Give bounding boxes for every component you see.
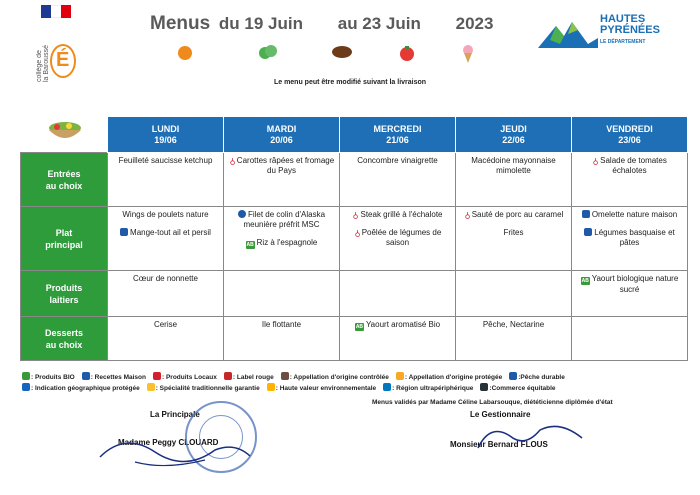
menu-cell bbox=[340, 317, 456, 361]
table-row bbox=[21, 317, 688, 361]
menu-table bbox=[20, 116, 688, 361]
legend-label: : Indication géographique protégée bbox=[31, 385, 140, 392]
local-product-icon: ⚲ bbox=[592, 157, 599, 166]
menu-item: Concombre vinaigrette bbox=[357, 156, 438, 165]
page-title: Menus du 19 Juin au 23 Juin 2023 bbox=[150, 13, 494, 34]
row-label: Desserts au choix bbox=[21, 317, 108, 361]
menu-item: Légumes basquaise et pâtes bbox=[576, 228, 683, 248]
menu-cell bbox=[340, 153, 456, 207]
aoc-icon bbox=[281, 372, 289, 380]
chef-icon bbox=[82, 372, 90, 380]
bio-icon bbox=[22, 372, 30, 380]
hve-icon bbox=[267, 383, 275, 391]
menu-cell bbox=[340, 271, 456, 317]
legend-label: : Haute valeur environnementale bbox=[275, 385, 377, 392]
principal-role: La Principale bbox=[150, 410, 200, 419]
tomato-icon bbox=[398, 45, 416, 61]
legend-label: : Produits BIO bbox=[31, 374, 75, 381]
menu-item: Mange-tout ail et persil bbox=[112, 228, 219, 238]
legend bbox=[22, 372, 692, 394]
principal-signature bbox=[95, 422, 255, 472]
menu-cell bbox=[108, 153, 224, 207]
table-row bbox=[21, 207, 688, 271]
msc-icon bbox=[509, 372, 517, 380]
stg-icon bbox=[147, 383, 155, 391]
menu-cell bbox=[224, 271, 340, 317]
menu-item: Feuilleté saucisse ketchup bbox=[118, 156, 213, 165]
manager-role: Le Gestionnaire bbox=[470, 410, 531, 419]
bio-product-icon: AB bbox=[355, 324, 364, 330]
college-logo: collège de la Baroussé É bbox=[28, 40, 98, 105]
table-row bbox=[21, 153, 688, 207]
manager-name: Monsieur Bernard FLOUS bbox=[450, 440, 548, 449]
bio-product-icon: AB bbox=[246, 242, 254, 248]
day-header: VENDREDI 23/06 bbox=[572, 117, 688, 153]
label-rouge-icon bbox=[224, 372, 232, 380]
menu-cell bbox=[456, 153, 572, 207]
day-header: JEUDI 22/06 bbox=[456, 117, 572, 153]
menu-item: AB Yaourt biologique nature sucré bbox=[581, 274, 679, 294]
homemade-recipe-icon bbox=[584, 228, 592, 236]
menu-item: ⚲ Steak grillé à l'échalote bbox=[353, 210, 443, 220]
menu-cell bbox=[456, 207, 572, 271]
legend-label: : Produits Locaux bbox=[161, 374, 217, 381]
menu-cell bbox=[456, 271, 572, 317]
menu-item: Pêche, Nectarine bbox=[482, 320, 545, 329]
menu-item: Cœur de nonnette bbox=[133, 274, 198, 283]
day-header: MARDI 20/06 bbox=[224, 117, 340, 153]
legend-label: : Appellation d'origine protégée bbox=[404, 374, 503, 381]
table-corner bbox=[21, 117, 108, 153]
sustainable-fishing-icon bbox=[238, 210, 246, 218]
legend-label: :Pêche durable bbox=[518, 374, 565, 381]
igp-icon bbox=[22, 383, 30, 391]
menu-item: Ile flottante bbox=[261, 320, 302, 329]
validation-note: Menus validés par Madame Céline Labarsouque, diététicienne diplômée d'état bbox=[372, 399, 613, 406]
menu-cell bbox=[572, 153, 688, 207]
menu-item: Frites bbox=[503, 228, 524, 237]
food-illustrations bbox=[0, 42, 700, 72]
bio-product-icon: AB bbox=[581, 278, 589, 284]
meat-icon bbox=[330, 44, 354, 60]
homemade-recipe-icon bbox=[120, 228, 128, 236]
menu-cell bbox=[340, 207, 456, 271]
day-header: MERCREDI 21/06 bbox=[340, 117, 456, 153]
rup-icon bbox=[383, 383, 391, 391]
menu-cell bbox=[108, 271, 224, 317]
aop-icon bbox=[396, 372, 404, 380]
menu-item: Omelette nature maison bbox=[576, 210, 683, 220]
menu-item: Macédoine mayonnaise mimolette bbox=[471, 156, 556, 175]
row-label: Plat principal bbox=[21, 207, 108, 271]
menu-cell bbox=[572, 317, 688, 361]
legend-label: :Commerce équitable bbox=[489, 385, 556, 392]
local-product-icon: ⚲ bbox=[229, 157, 236, 166]
menu-item: AB Riz à l'espagnole bbox=[246, 238, 318, 248]
republique-francaise-logo bbox=[40, 5, 72, 18]
principal-name: Madame Peggy CLOUARD bbox=[118, 438, 219, 447]
ice-cream-icon bbox=[462, 45, 474, 63]
menu-cell bbox=[224, 317, 340, 361]
menu-item: Filet de colin d'Alaska meunière préfrit MSC bbox=[228, 210, 335, 230]
pin-icon bbox=[153, 372, 161, 380]
homemade-recipe-icon bbox=[582, 210, 590, 218]
menu-item: ⚲ Poêlée de légumes de saison bbox=[354, 228, 442, 247]
menu-cell bbox=[456, 317, 572, 361]
menu-cell bbox=[572, 207, 688, 271]
menu-cell bbox=[224, 153, 340, 207]
legend-label: : Label rouge bbox=[232, 374, 274, 381]
fair-icon bbox=[480, 383, 488, 391]
menu-item: Cerise bbox=[153, 320, 178, 329]
menu-item: ⚲ Sauté de porc au caramel bbox=[464, 210, 564, 220]
menu-item: ⚲ Carottes râpées et fromage du Pays bbox=[229, 156, 335, 175]
menu-item: Wings de poulets nature bbox=[122, 210, 209, 219]
manager-signature bbox=[470, 418, 590, 458]
day-header: LUNDI 19/06 bbox=[108, 117, 224, 153]
legend-label: : Recettes Maison bbox=[90, 374, 146, 381]
legend-label: : Région ultrapériphérique bbox=[392, 385, 474, 392]
local-product-icon: ⚲ bbox=[353, 211, 359, 220]
menu-item: ⚲ Salade de tomates échalotes bbox=[592, 156, 667, 175]
local-product-icon: ⚲ bbox=[464, 211, 471, 220]
hautes-pyrenees-logo: HAUTES PYRÉNÉES LE DÉPARTEMENT bbox=[538, 14, 678, 54]
row-label: Entrées au choix bbox=[21, 153, 108, 207]
menu-cell bbox=[108, 207, 224, 271]
table-row bbox=[21, 271, 688, 317]
menu-notice: Le menu peut être modifié suivant la livraison bbox=[273, 79, 427, 86]
menu-cell bbox=[572, 271, 688, 317]
legend-label: : Spécialité traditionnelle garantie bbox=[155, 385, 260, 392]
menu-item: AB Yaourt aromatisé Bio bbox=[355, 320, 441, 330]
herb-icon bbox=[258, 44, 278, 62]
local-product-icon: ⚲ bbox=[354, 229, 361, 238]
menu-cell bbox=[224, 207, 340, 271]
legend-label: : Appellation d'origine contrôlée bbox=[289, 374, 389, 381]
menu-cell bbox=[108, 317, 224, 361]
orange-icon bbox=[176, 44, 194, 60]
row-label: Produits laitiers bbox=[21, 271, 108, 317]
